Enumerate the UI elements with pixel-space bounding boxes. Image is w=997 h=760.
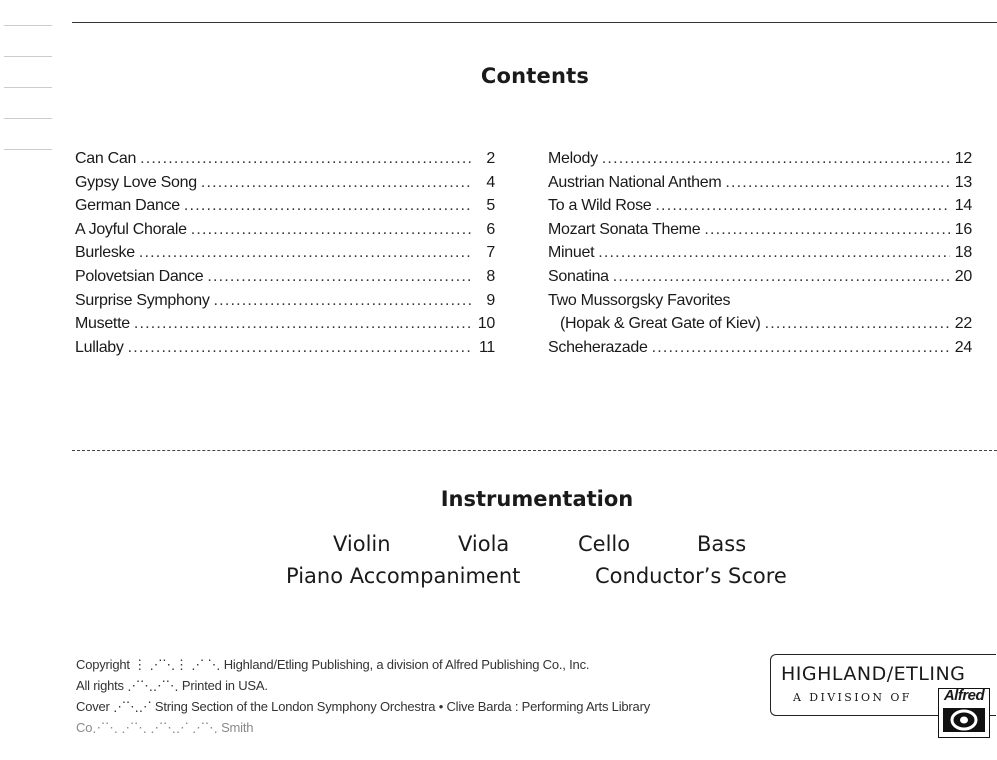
toc-left-column: [75, 147, 495, 359]
instrument-piano-accompaniment: Piano Accompaniment: [286, 564, 521, 588]
toc-entry: [548, 336, 972, 360]
toc-leader-dots: [765, 312, 950, 336]
toc-entry: [75, 147, 495, 171]
toc-entry: [75, 194, 495, 218]
alfred-logo-word: Alfred: [943, 687, 985, 704]
toc-entry-title: Lullaby: [75, 338, 124, 356]
toc-leader-dots: [613, 265, 950, 289]
toc-leader-dots: [655, 194, 950, 218]
toc-entry-page: 10: [477, 315, 495, 333]
toc-entry-title: (Hopak & Great Gate of Kiev): [560, 315, 761, 333]
instrument-bass: Bass: [697, 532, 747, 556]
instrument-violin: Violin: [333, 532, 391, 556]
toc-entry-title: A Joyful Chorale: [75, 220, 187, 238]
instrument-conductors-score: Conductor’s Score: [595, 564, 787, 588]
toc-entry-title: Mozart Sonata Theme: [548, 220, 701, 238]
toc-entry-title: Polovetsian Dance: [75, 267, 204, 285]
toc-entry-title: German Dance: [75, 197, 180, 215]
toc-right-column: [548, 147, 972, 359]
toc-entry-title: Sonatina: [548, 267, 609, 285]
toc-entry: [548, 289, 972, 313]
contents-heading: Contents: [480, 64, 590, 88]
toc-leader-dots: [139, 241, 473, 265]
scan-artifacts: [0, 25, 60, 175]
toc-entry: [548, 312, 972, 336]
toc-entry-title: Musette: [75, 315, 130, 333]
alfred-mark-icon: [943, 708, 985, 732]
toc-leader-dots: [128, 336, 473, 360]
toc-leader-dots: [207, 265, 473, 289]
toc-entry: [75, 241, 495, 265]
instrument-cello: Cello: [578, 532, 631, 556]
toc-entry: [548, 241, 972, 265]
publisher-division: A DIVISION OF: [793, 691, 912, 704]
top-divider: [72, 22, 997, 23]
toc-leader-dots: [191, 218, 473, 242]
instrumentation-heading: Instrumentation: [440, 487, 634, 511]
toc-entry-page: 22: [954, 315, 972, 333]
toc-entry: [548, 265, 972, 289]
toc-entry: [75, 218, 495, 242]
toc-leader-dots: [134, 312, 473, 336]
instrument-viola: Viola: [458, 532, 510, 556]
publisher-name: HIGHLAND/ETLING: [781, 663, 966, 685]
toc-entry-page: 24: [954, 338, 972, 356]
toc-entry-page: 5: [486, 197, 495, 215]
toc-entry-title: Scheherazade: [548, 338, 648, 356]
toc-leader-dots: [725, 171, 950, 195]
toc-entry-page: 16: [954, 220, 972, 238]
alfred-logo: [938, 688, 990, 738]
toc-leader-dots: [704, 218, 950, 242]
toc-entry-title: Minuet: [548, 244, 595, 262]
toc-entry-title: Burleske: [75, 244, 135, 262]
toc-leader-dots: [652, 336, 950, 360]
copyright-line: Copyright ⋮ ⋰⋱⋮ ⋰ ⋱ Highland/Etling Publishing, a division of Alfred Publishing Co., Inc.: [76, 657, 590, 672]
toc-entry-page: 4: [486, 173, 495, 191]
copyright-notice: [76, 654, 716, 738]
toc-entry: [75, 171, 495, 195]
toc-entry-title: Surprise Symphony: [75, 291, 210, 309]
rights-line: All rights ⋰⋱⋰⋱ Printed in USA.: [76, 678, 268, 693]
toc-entry-page: 14: [954, 197, 972, 215]
toc-entry-page: 20: [954, 267, 972, 285]
toc-entry-title: Two Mussorgsky Favorites: [548, 291, 731, 309]
toc-entry: [75, 265, 495, 289]
cover-design-credit: Co⋰⋱ ⋰⋱ ⋰⋱⋰ ⋰⋱ Smith: [76, 720, 254, 735]
toc-entry-page: 11: [478, 338, 495, 356]
toc-leader-dots: [201, 171, 473, 195]
toc-entry: [75, 336, 495, 360]
toc-entry-page: 9: [486, 291, 495, 309]
toc-entry-page: 7: [486, 244, 495, 262]
toc-entry-title: Austrian National Anthem: [548, 173, 722, 191]
cover-photo-credit: Cover ⋰⋱⋰ String Section of the London Symphony Orchestra • Clive Barda : Performing Arts Library: [76, 699, 651, 714]
middle-divider: [72, 450, 997, 451]
toc-entry: [75, 289, 495, 313]
toc-entry: [548, 171, 972, 195]
toc-entry: [548, 147, 972, 171]
toc-entry: [75, 312, 495, 336]
toc-entry-page: 18: [954, 244, 972, 262]
toc-entry-page: 12: [954, 150, 972, 167]
toc-entry-page: 13: [954, 173, 972, 191]
toc-leader-dots: [214, 289, 473, 313]
toc-leader-dots: [602, 147, 950, 171]
toc-entry-page: 8: [486, 267, 495, 285]
toc-leader-dots: [140, 147, 473, 171]
toc-entry-page: 2: [486, 150, 495, 167]
toc-entry: [548, 218, 972, 242]
toc-entry-title: To a Wild Rose: [548, 197, 652, 215]
toc-entry-title: Gypsy Love Song: [75, 173, 197, 191]
toc-entry-title: Melody: [548, 150, 598, 167]
toc-entry: [548, 194, 972, 218]
toc-entry-page: 6: [486, 220, 495, 238]
toc-entry-title: Can Can: [75, 150, 137, 167]
toc-leader-dots: [598, 241, 950, 265]
toc-leader-dots: [184, 194, 473, 218]
